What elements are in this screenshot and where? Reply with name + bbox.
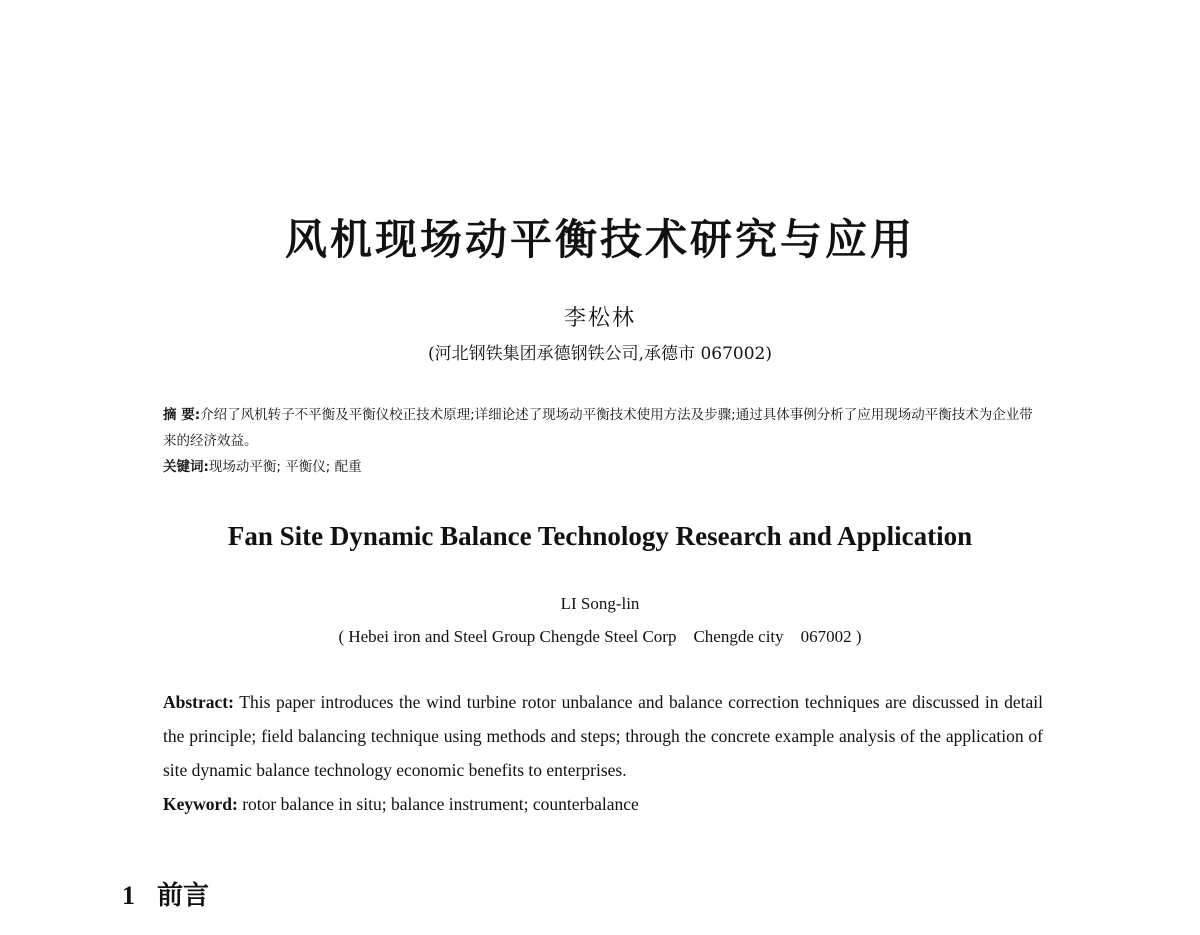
abstract-english-label: Abstract: [163,692,234,712]
author-chinese: 李松林 [563,306,636,331]
paper-title-chinese: 风机现场动平衡技术研究与应用 [284,215,915,264]
keywords-english-label: Keyword: [163,794,238,814]
author-english: LI Song-lin [560,594,640,613]
keywords-chinese-paragraph [163,454,1043,480]
keywords-chinese-label: 关键词: [163,459,209,475]
section-heading [122,878,209,914]
section-title: 前言 [157,881,210,911]
affiliation-english: ( Hebei iron and Steel Group Chengde Steel Corp Chengde city 067002 ) [338,627,862,646]
abstract-english-text: This paper introduces the wind turbine rotor unbalance and balance correction techniques are discussed in detail the principle; field balancing technique using methods and steps; through the concrete example analysis of the application of site dynamic balance technology economic benefits to enterprises. [163,692,1043,780]
abstract-chinese-label: 摘 要: [163,407,201,423]
keywords-english-text: rotor balance in situ; balance instrument; counterbalance [237,794,639,814]
paper-title-english: Fan Site Dynamic Balance Technology Research and Application [227,521,973,551]
abstract-chinese [163,402,1043,480]
keywords-chinese-text: 现场动平衡; 平衡仪; 配重 [208,459,362,475]
abstract-english-paragraph [163,685,1043,787]
abstract-chinese-text: 介绍了风机转子不平衡及平衡仪校正技术原理;详细论述了现场动平衡技术使用方法及步骤;通过具体事例分析了应用现场动平衡技术为企业带来的经济效益。 [163,407,1033,449]
abstract-chinese-paragraph [163,402,1043,454]
section-number: 1 [122,881,135,910]
abstract-english [163,685,1043,821]
keywords-english-paragraph [163,787,1043,821]
affiliation-chinese: (河北钢铁集团承德钢铁公司,承德市 067002) [428,344,772,364]
